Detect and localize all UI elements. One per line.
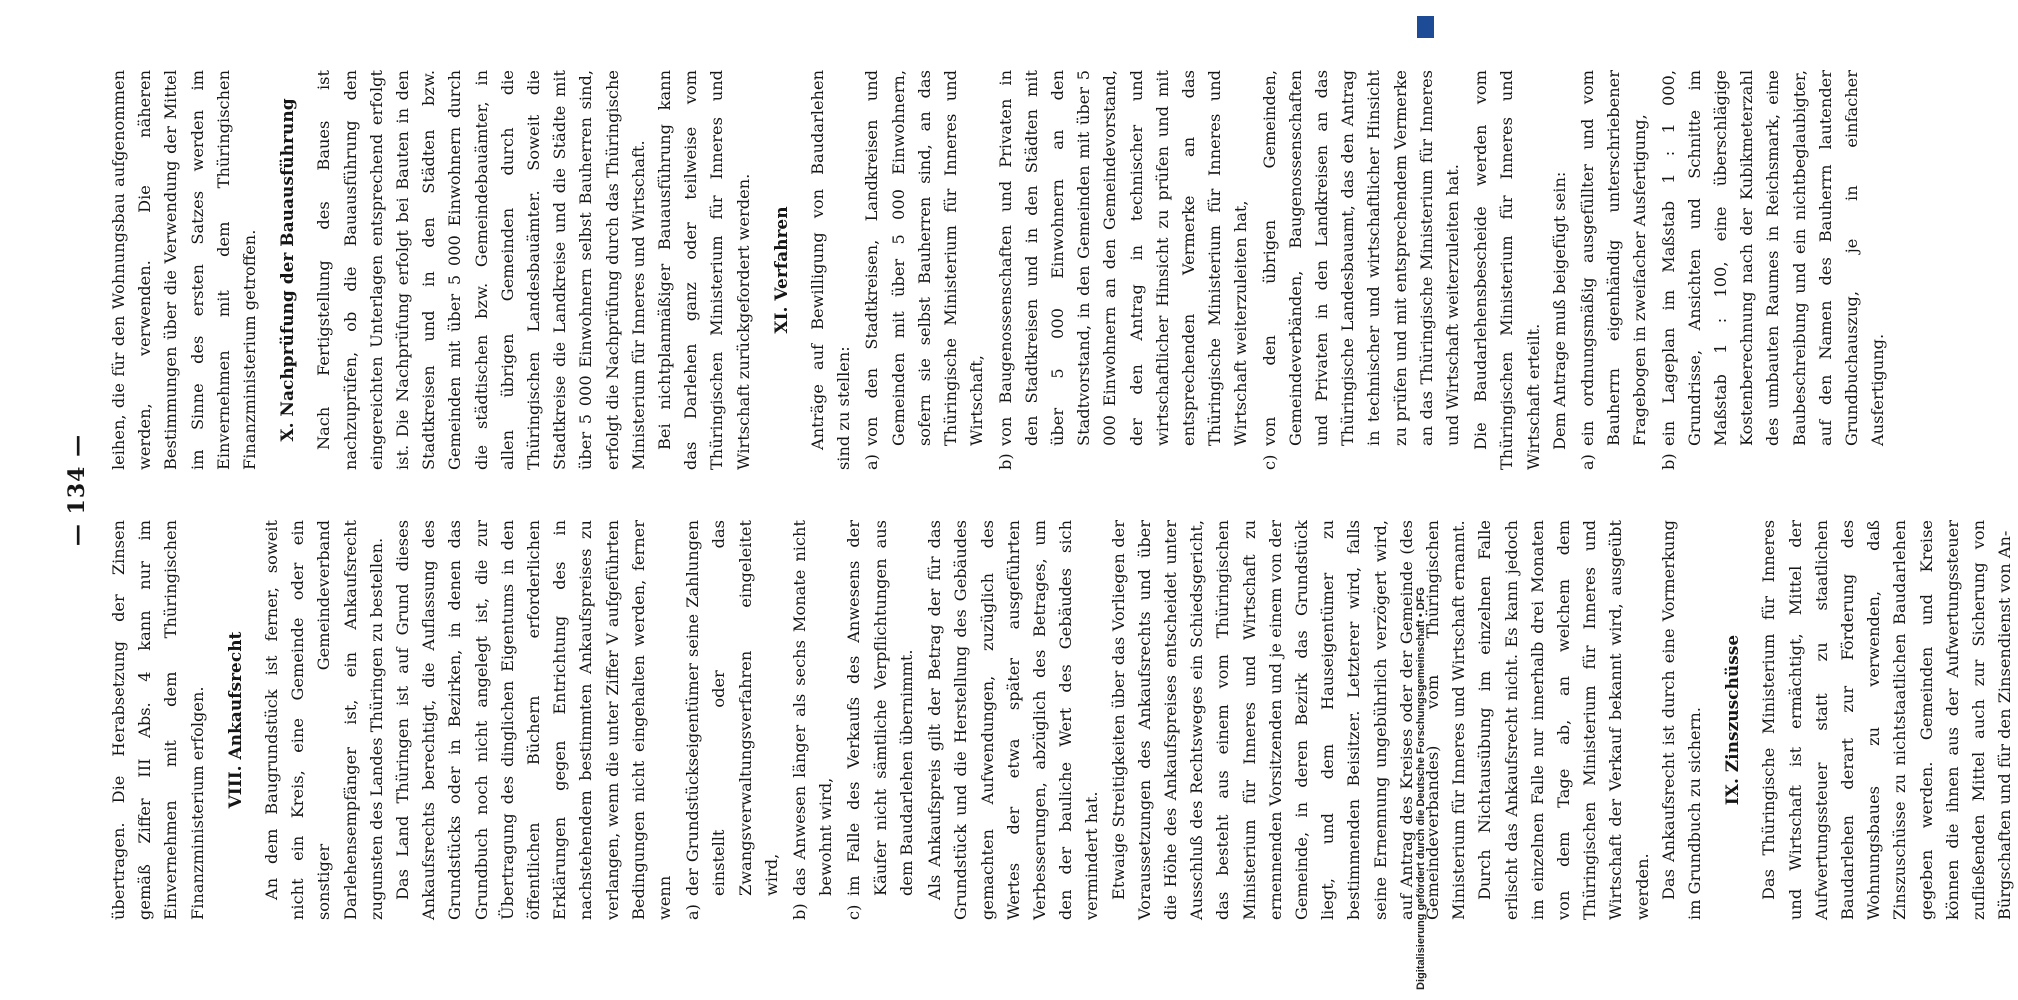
- list-item: [859, 70, 990, 470]
- list-marker: b): [995, 453, 1015, 470]
- paragraph: Das Ankaufsrecht ist durch eine Vormerkung im Grundbuch zu sichern.: [1658, 520, 1704, 920]
- right-column: [106, 70, 1893, 470]
- list-marker: c): [1259, 454, 1279, 470]
- list-marker: a): [683, 904, 703, 920]
- list-text: von den Stadtkreisen, Landkreisen und Gemeinden mit über 5 000 Einwohnern, sofern sie selbst Bauherren sind, an das Thüringische Ministerium für Inneres und Wirtschaft,: [862, 70, 987, 446]
- list-marker: a): [1577, 454, 1597, 470]
- paragraph: An dem Baugrundstück ist ferner, soweit nicht ein Kreis, eine Gemeinde oder ein sonstiger Gemeindeverband Darlehensempfänger ist, ein Ankaufsrecht zugunsten des Landes Thüringen zu bestellen.: [262, 520, 386, 920]
- list-item: [841, 520, 920, 920]
- list-item: [680, 520, 785, 920]
- list-marker: b): [1658, 453, 1678, 470]
- paragraph: Durch Nichtausübung im einzelnen Falle erlischt das Ankaufsrecht nicht. Es kann jedoch im einzelnen Falle nur innerhalb drei Monaten von dem Tage ab, an welchem dem Thüringischen Ministerium für Inneres und Wirtschaft der Verkauf bekannt wird, ausgeübt werden.: [1475, 520, 1652, 920]
- section-heading-x: X. Nachprüfung der Bauausführung: [278, 98, 299, 442]
- list-text: das Anwesen länger als sechs Monate nicht bewohnt wird,: [790, 520, 836, 896]
- paragraph: Die Baudarlehensbescheide werden vom Thüringischen Ministerium für Inneres und Wirtschaft erteilt.: [1471, 70, 1543, 470]
- list-text: von den übrigen Gemeinden, Gemeindeverbänden, Baugenossenschaften und Privaten in den Landkreisen an das Thüringische Landesbauamt, das den Antrag in technischer und wirtschaftlicher Hinsicht zu prüfen und mit entsprechendem Vermerke an das Thüringische Ministerium für Inneres und Wirtschaft weiterzuleiten hat.: [1259, 70, 1462, 446]
- section-heading-xi: XI. Verfahren: [771, 206, 792, 334]
- page-number: — 134 —: [64, 433, 90, 547]
- paragraph: Anträge auf Bewilligung von Baudarlehen sind zu stellen:: [808, 70, 854, 470]
- paragraph: Das Thüringische Ministerium für Inneres und Wirtschaft ist ermächtigt, Mittel der Aufwertungssteuer statt zu staatlichen Baudarlehen derart zur Förderung des Wohnungsbaues zu verwenden, daß Zinszuschüsse zu nichtstaatlichen Baudarlehen gegeben werden. Gemeinden und Kreise können die ihnen aus der Aufwertungssteuer zufließenden Mittel auch zur Sicherung von Bürgschaften und für den Zinsendienst von An-: [1759, 520, 2015, 920]
- paragraph: leihen, die für den Wohnungsbau aufgenommen werden, verwenden. Die näheren Bestimmungen über die Verwendung der Mittel im Sinne des ersten Satzes werden im Einvernehmen mit dem Thüringischen Finanzministerium getroffen.: [109, 70, 260, 470]
- paragraph: Nach Fertigstellung des Baues ist nachzuprüfen, ob die Bauausführung den eingereichten Unterlagen entsprechend erfolgt ist. Die Nachprüfung erfolgt bei Bauten in den Stadtkreisen und in den Städten bzw. Gemeinden mit über 5 000 Einwohnern durch die städtischen bzw. Gemeindebauämter, in allen übrigen Gemeinden durch die Thüringischen Landesbauämter. Soweit die Stadtkreise die Landkreise und die Städte mit über 5 000 Einwohnern selbst Bauherren sind, erfolgt die Nachprüfung durch das Thüringische Ministerium für Inneres und Wirtschaft.: [314, 70, 648, 470]
- list-item: [993, 70, 1255, 470]
- paragraph: Das Land Thüringen ist auf Grund dieses Ankaufsrechts berechtigt, die Auflassung des Grundstücks oder in Bezirken, in denen das Grundbuch noch nicht angelegt ist, die zur Übertragung des dinglichen Eigentums in den öffentlichen Büchern erforderlichen Erklärungen gegen Entrichtung des in nachstehendem bestimmten Ankaufspreises zu verlangen, wenn die unter Ziffer V aufgeführten Bedingungen nicht eingehalten werden, ferner wenn: [393, 520, 675, 920]
- list-text: ein ordnungsmäßig ausgefüllter und vom Bauherrn eigenhändig unterschriebener Fragebogen in zweifacher Ausfertigung,: [1577, 70, 1650, 446]
- list-text: der Grundstückseigentümer seine Zahlungen einstellt oder das Zwangsverwaltungsverfahren eingeleitet wird,: [683, 520, 781, 896]
- list-text: von Baugenossenschaften und Privaten in den Stadtkreisen und in den Städten mit über 5 000 Einwohnern an den Stadtvorstand, in den Gemeinden mit über 5 000 Einwohnern an den Gemeindevorstand, der den Antrag in technischer und wirtschaftlicher Hinsicht zu prüfen und mit entsprechenden Vermerke an das Thüringische Ministerium für Inneres und Wirtschaft weiterzuleiten hat,: [995, 70, 1251, 446]
- paragraph: Bei nichtplanmäßiger Bauausführung kann das Darlehen ganz oder teilweise vom Thüringischen Ministerium für Inneres und Wirtschaft zurückgefordert werden.: [655, 70, 753, 470]
- left-column: [106, 520, 2018, 920]
- section-heading-ix: IX. Zinszuschüsse: [1723, 634, 1744, 806]
- list-marker: b): [790, 903, 810, 920]
- paragraph: übertragen. Die Herabsetzung der Zinsen gemäß Ziffer III Abs. 4 kann nur im Einvernehmen mit dem Thüringischen Finanzministerium erfolgen.: [109, 520, 207, 920]
- list-item: [1575, 70, 1654, 470]
- paragraph: Etwaige Streitigkeiten über das Vorliegen der Voraussetzungen des Ankaufsrechts und über die Höhe des Ankaufspreises entscheidet unter Ausschluß des Rechtsweges ein Schiedsgericht, das besteht aus einem vom Thüringischen Ministerium für Inneres und Wirtschaft zu ernennenden Vorsitzenden und je einem von der Gemeinde, in deren Bezirk das Grundstück liegt, und dem Hauseigentümer zu bestimmenden Beisitzer. Letzterer wird, falls seine Ernennung ungebührlich verzögert wird, auf Antrag des Kreises oder der Gemeinde (des Gemeindeverbandes) vom Thüringischen Ministerium für Inneres und Wirtschaft ernannt.: [1108, 520, 1469, 920]
- paragraph: Als Ankaufspreis gilt der Betrag der für das Grundstück und die Herstellung des Gebäudes gemachten Aufwendungen, zuzüglich des Wertes der etwa später ausgeführten Verbesserungen, abzüglich des Betrages, um den der bauliche Wert des Gebäudes sich vermindert hat.: [925, 520, 1102, 920]
- list-item: [787, 520, 839, 920]
- list-marker: a): [862, 454, 882, 470]
- section-heading-viii: VIII. Ankaufsrecht: [225, 631, 246, 809]
- paragraph: Dem Antrage muß beigefügt sein:: [1549, 171, 1569, 450]
- list-marker: c): [844, 904, 864, 920]
- list-text: im Falle des Verkaufs des Anwesens der Käufer nicht sämtliche Verpflichtungen aus dem Baudarlehen übernimmt.: [844, 520, 916, 896]
- digitization-footer: [1413, 8, 1439, 990]
- footer-text: Digitalisierung gefördert durch die Deutsche Forschungsgemeinschaft • DFG: [1415, 587, 1427, 990]
- list-text: ein Lageplan im Maßstab 1 : 1 000, Grundrisse, Ansichten und Schnitte im Maßstab 1 : 100, eine überschlägige Kostenberechnung nach der Kubikmeterzahl des umbauten Raumes in Reichsmark, eine Baubeschreibung und ein nichtbeglaubigter, auf den Namen des Bauherrn lautender Grundbuchauszug, je in einfacher Ausfertigung.: [1658, 70, 1888, 446]
- list-item: [1656, 70, 1892, 470]
